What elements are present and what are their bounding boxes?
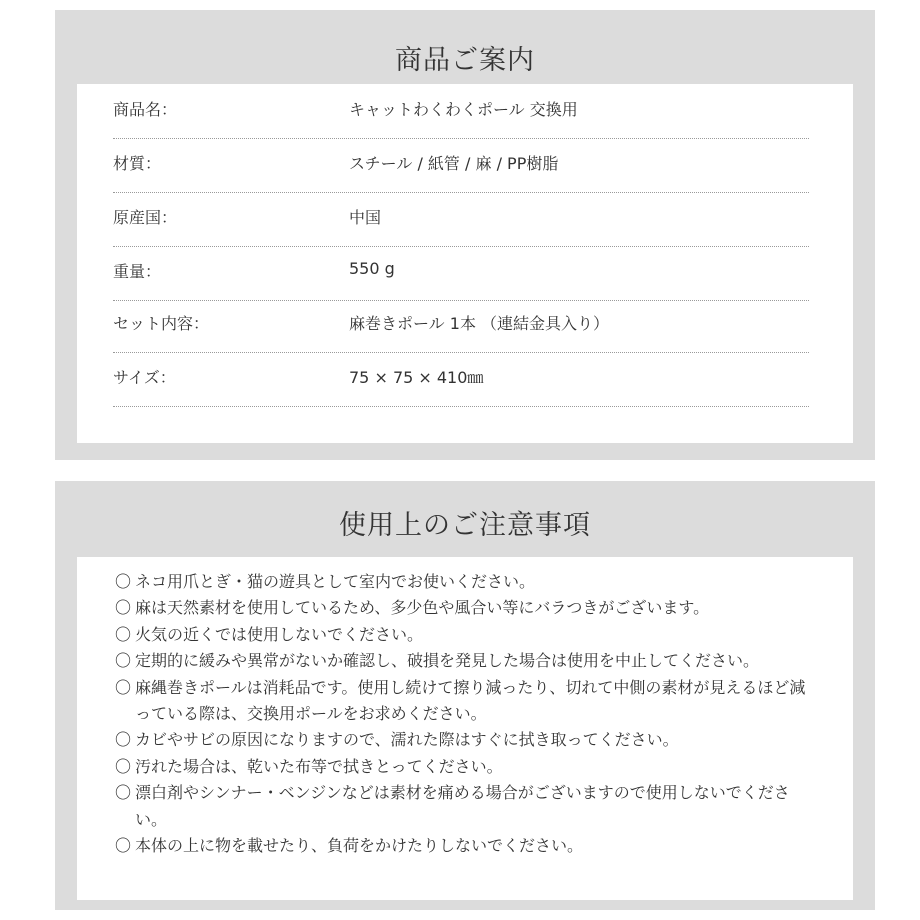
note-item — [115, 595, 815, 621]
spec-row-set-contents — [113, 298, 809, 353]
note-item — [115, 569, 815, 595]
spec-row-weight — [113, 246, 809, 301]
product-info-panel — [55, 10, 875, 460]
note-item — [115, 648, 815, 674]
note-text: 定期的に緩みや異常がないか確認し、破損を発見した場合は使用を中止してください。 — [135, 651, 760, 671]
spec-label: サイズ： — [113, 368, 176, 387]
note-item — [115, 754, 815, 780]
note-text: 麻は天然素材を使用しているため、多少色や風合い等にバラつきがございます。 — [135, 598, 710, 618]
note-text: 麻縄巻きポールは消耗品です。使用し続けて擦り減ったり、切れて中側の素材が見えるほど減っている際は、交換用ポールをお求めください。 — [135, 677, 806, 724]
note-text: 漂白剤やシンナー・ベンジンなどは素材を痛める場合がございますので使用しないでください。 — [135, 783, 790, 829]
spec-row-origin — [113, 192, 809, 247]
spec-value: スチール / 紙管 / 麻 / PP樹脂 — [349, 154, 559, 173]
note-text: ネコ用爪とぎ・猫の遊具として室内でお使いください。 — [135, 572, 536, 591]
circle-bullet-icon: 〇 — [115, 624, 132, 644]
circle-bullet-icon: 〇 — [115, 756, 132, 776]
note-text: 火気の近くでは使用しないでください。 — [135, 624, 424, 644]
spec-value: 550 g — [349, 259, 395, 278]
circle-bullet-icon: 〇 — [115, 598, 132, 618]
spec-label: 重量： — [113, 262, 162, 281]
note-text: 本体の上に物を載せたり、負荷をかけたりしないでください。 — [135, 836, 584, 856]
spec-row-material — [113, 138, 809, 193]
spec-label: 原産国： — [113, 208, 178, 227]
circle-bullet-icon: 〇 — [115, 651, 132, 671]
circle-bullet-icon: 〇 — [115, 836, 132, 856]
product-info-card — [77, 84, 853, 443]
note-item — [115, 727, 815, 753]
note-item — [115, 622, 815, 648]
spec-label: セット内容： — [113, 314, 210, 333]
usage-notes-card — [77, 557, 853, 900]
note-item — [115, 833, 815, 859]
usage-notes-title: 使用上のご注意事項 — [339, 510, 591, 541]
spec-row-product-name — [113, 84, 809, 139]
circle-bullet-icon: 〇 — [115, 783, 132, 803]
circle-bullet-icon: 〇 — [115, 677, 132, 697]
circle-bullet-icon: 〇 — [115, 572, 132, 591]
spec-value: 75 × 75 × 410㎜ — [349, 368, 484, 387]
note-text: 汚れた場合は、乾いた布等で拭きとってください。 — [135, 756, 503, 776]
note-item — [115, 780, 815, 833]
note-item — [115, 675, 815, 728]
spec-value: キャットわくわくポール 交換用 — [349, 100, 578, 119]
spec-row-size — [113, 352, 809, 407]
spec-value: 麻巻きポール 1本 （連結金具入り） — [349, 314, 610, 333]
spec-label: 材質： — [113, 154, 162, 173]
spec-label: 商品名： — [113, 100, 178, 119]
notes-list — [115, 569, 815, 859]
note-text: カビやサビの原因になりますので、濡れた際はすぐに拭き取ってください。 — [135, 730, 679, 750]
circle-bullet-icon: 〇 — [115, 730, 132, 750]
product-info-title: 商品ご案内 — [395, 45, 535, 76]
spec-value: 中国 — [349, 208, 382, 227]
usage-notes-panel — [55, 481, 875, 910]
